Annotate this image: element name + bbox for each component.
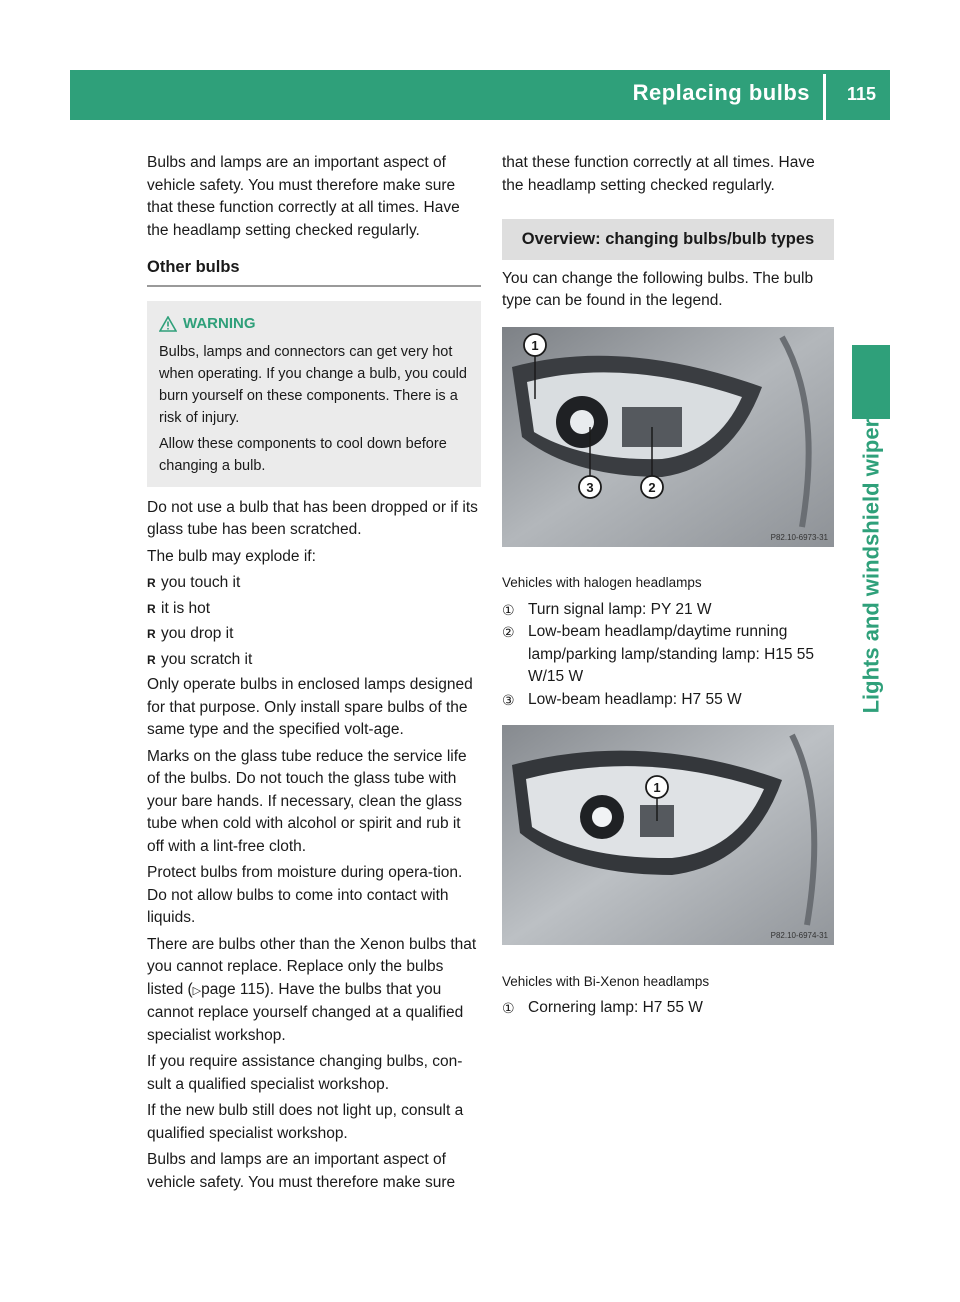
chapter-label-text: Lights and windshield wipers bbox=[858, 406, 883, 714]
list-item-text: you touch it bbox=[161, 574, 241, 591]
warning-text-2: Allow these components to cool down before changing a bulb. bbox=[159, 435, 447, 474]
header-bar bbox=[70, 70, 890, 120]
warning-title: WARNING bbox=[183, 314, 256, 332]
paragraph-enclosed-lamps: Only operate bulbs in enclosed lamps designed for that purpose. Only install spare bulbs of the same type and the specified volt-age. bbox=[147, 676, 473, 738]
legend-text: Low-beam headlamp/daytime running lamp/parking lamp/standing lamp: H15 55 W/15 W bbox=[528, 623, 815, 685]
page-number: 115 bbox=[846, 84, 876, 104]
header-divider bbox=[823, 74, 826, 120]
page-reference-link[interactable]: page 115 bbox=[201, 980, 265, 998]
warning-box bbox=[147, 301, 481, 487]
continued-paragraph: that these function correctly at all times. Have the headlamp setting checked regularly. bbox=[502, 154, 815, 194]
legend-number: ① bbox=[502, 1000, 515, 1016]
paragraph-assistance: If you require assistance changing bulbs, con-sult a qualified specialist workshop. bbox=[147, 1053, 463, 1093]
halogen-headlamp-image bbox=[502, 327, 834, 547]
legend-item bbox=[502, 689, 834, 712]
warning-header bbox=[185, 313, 471, 335]
legend-item bbox=[502, 599, 834, 622]
bullet-marker: R bbox=[147, 576, 156, 590]
paragraph-new-bulb: If the new bulb still does not light up, consult a qualified specialist workshop. bbox=[147, 1102, 464, 1142]
right-column bbox=[502, 152, 834, 1020]
legend-item bbox=[502, 621, 834, 689]
list-item-text: it is hot bbox=[161, 599, 211, 617]
list-item-text: you drop it bbox=[161, 625, 234, 642]
bullet-marker: R bbox=[147, 627, 156, 641]
legend-number: ③ bbox=[502, 691, 515, 708]
page-ref-arrow-icon: ▷ bbox=[192, 984, 202, 997]
legend-text: Cornering lamp: H7 55 W bbox=[528, 999, 703, 1016]
bullet-marker: R bbox=[147, 652, 156, 667]
paragraph-safety-repeat: Bulbs and lamps are an important aspect of vehicle safety. You must therefore make sure bbox=[147, 1151, 456, 1191]
paragraph-xenon bbox=[147, 934, 481, 1048]
legend-text: Low-beam headlamp: H7 55 W bbox=[528, 690, 742, 708]
list-item bbox=[147, 623, 481, 646]
section-intro: You can change the following bulbs. The bulb type can be found in the legend. bbox=[502, 269, 814, 309]
list-item bbox=[147, 649, 481, 672]
legend-number: ① bbox=[502, 601, 515, 618]
paragraph-glass-tube: Marks on the glass tube reduce the service life of the bulbs. Do not touch the glass tube with your bare hands. If necessary, clean the glass tube when cold with alcohol or spirit and rub it off with a lint-free cloth. bbox=[147, 747, 467, 855]
legend-text: Turn signal lamp: PY 21 W bbox=[528, 600, 712, 618]
halogen-caption: Vehicles with halogen headlamps bbox=[502, 575, 702, 590]
image-code: P82.10-6973-31 bbox=[770, 532, 828, 542]
chapter-side-label bbox=[852, 406, 890, 714]
callout-3: 3 bbox=[586, 479, 594, 495]
list-item bbox=[147, 598, 481, 621]
warning-text-1: Bulbs, lamps and connectors can get very hot when operating. If you change a bulb, you could burn yourself on these components. There is a risk of injury. bbox=[159, 343, 467, 426]
xenon-text-start: There are bulbs other than the Xenon bulbs that you cannot replace. Replace only the bulbs listed ( bbox=[147, 935, 477, 998]
bullet-marker: R bbox=[147, 601, 156, 616]
left-column bbox=[147, 152, 481, 1198]
image-code: P82.10-6974-31 bbox=[770, 931, 828, 940]
list-item-text: you scratch it bbox=[161, 650, 253, 668]
xenon-text-end: ). Have the bulbs that you cannot replace yourself changed at a qualified specialist workshop. bbox=[147, 980, 464, 1044]
subheading-other-bulbs: Other bulbs bbox=[147, 256, 481, 287]
callout-2: 2 bbox=[648, 479, 656, 495]
callout-1: 1 bbox=[653, 780, 661, 795]
intro-paragraph: Bulbs and lamps are an important aspect of vehicle safety. You must therefore make sure that these function correctly at all times. Have the headlamp setting checked regularly. bbox=[147, 154, 460, 239]
legend-number: ② bbox=[502, 624, 515, 640]
explode-conditions-list bbox=[147, 572, 481, 671]
paragraph-explode-intro: The bulb may explode if: bbox=[147, 547, 316, 565]
paragraph-dropped-bulb: Do not use a bulb that has been dropped or if its glass tube has been scratched. bbox=[147, 498, 478, 538]
section-heading-overview: Overview: changing bulbs/bulb types bbox=[502, 219, 834, 260]
warning-triangle-icon bbox=[159, 316, 177, 332]
paragraph-moisture: Protect bulbs from moisture during opera-tion. Do not allow bulbs to come into contact with liquids. bbox=[147, 864, 463, 926]
bixenon-headlamp-image bbox=[502, 725, 834, 945]
list-item bbox=[147, 572, 481, 595]
callout-1: 1 bbox=[531, 337, 539, 353]
page-title: Replacing bulbs bbox=[632, 80, 810, 105]
bixenon-caption: Vehicles with Bi-Xenon headlamps bbox=[502, 973, 710, 989]
legend-item bbox=[502, 997, 834, 1020]
